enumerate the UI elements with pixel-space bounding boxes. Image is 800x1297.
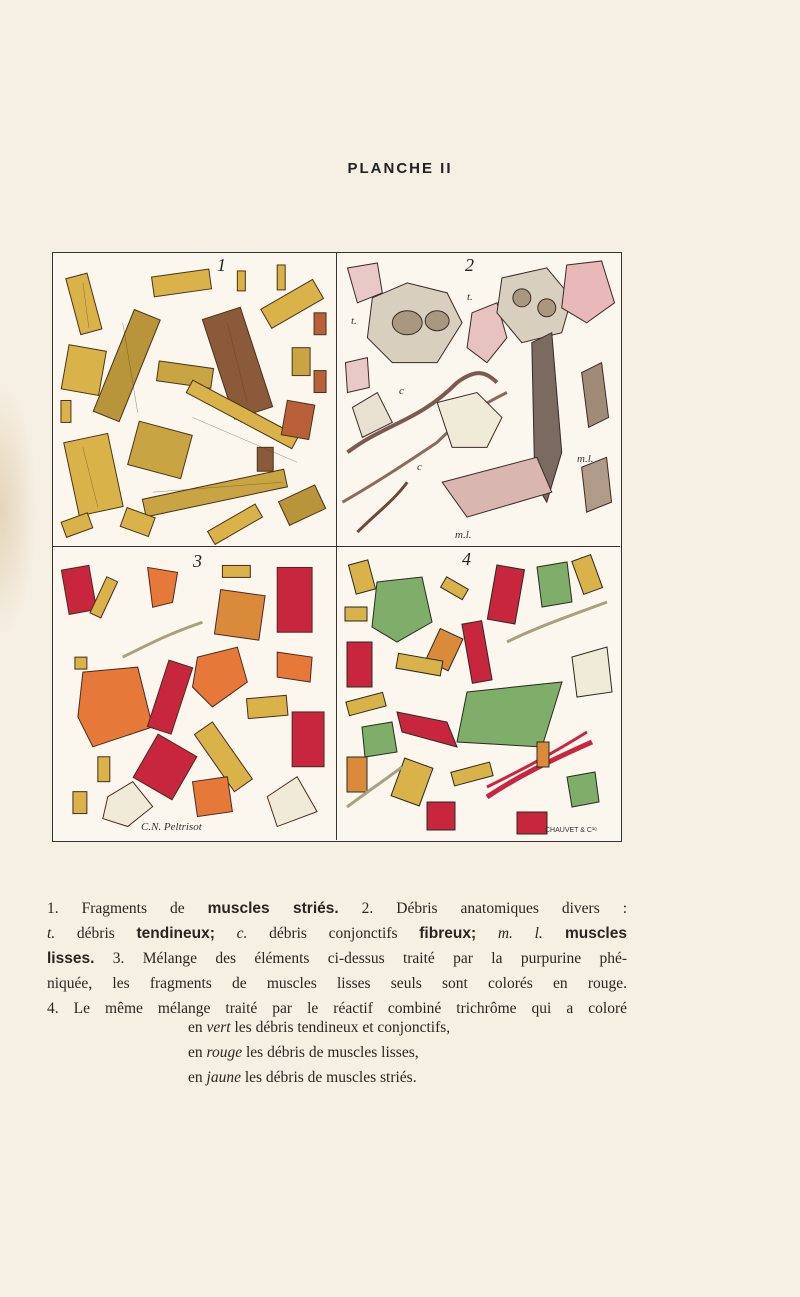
illustration-plate	[52, 252, 622, 842]
panel-4-number: 4	[462, 549, 471, 569]
caption-line-4: niquée, les fragments de muscles lisses seuls sont colorés en rouge.	[47, 975, 627, 992]
label-c-2: c	[417, 461, 422, 473]
label-t-1: t.	[467, 291, 473, 303]
caption-bold-term: tendineux;	[136, 925, 215, 942]
panel-2-number: 2	[465, 255, 474, 275]
caption-bold-term: muscles striés.	[207, 900, 339, 917]
caption-bold-term: muscles	[542, 925, 627, 942]
panel-4	[337, 547, 620, 840]
caption-text: 1. Fragments de	[47, 900, 208, 917]
caption-line-3	[47, 946, 627, 971]
legend-color-word: rouge	[206, 1044, 243, 1061]
panel-3	[53, 547, 337, 840]
legend-text: en	[188, 1069, 207, 1086]
label-c-1: c	[399, 385, 404, 397]
label-ml-2: m.l.	[455, 529, 472, 541]
caption-abbrev: m. l.	[476, 925, 543, 942]
legend-text: les débris de muscles striés.	[240, 1069, 417, 1086]
plate-title: PLANCHE II	[347, 160, 453, 177]
legend-text: les débris de muscles lisses,	[242, 1044, 419, 1061]
artist-signature: C.N. Peltrisot	[141, 821, 202, 833]
caption-abbrev: c.	[214, 925, 248, 942]
stain-legend	[188, 1015, 588, 1090]
legend-color-word: jaune	[206, 1069, 241, 1086]
legend-text: en	[188, 1044, 207, 1061]
label-ml-1: m.l.	[577, 453, 594, 465]
legend-item-yellow	[188, 1065, 588, 1090]
panel-3-illustration	[53, 547, 336, 840]
legend-item-green	[188, 1015, 588, 1040]
paper-stain	[0, 380, 38, 640]
plate-caption	[47, 896, 627, 1021]
caption-bold-term: fibreux;	[419, 925, 477, 942]
caption-text: 2. Débris anatomiques divers :	[338, 900, 627, 917]
panel-4-illustration	[337, 547, 620, 840]
caption-bold-term: lisses.	[47, 950, 95, 967]
legend-text: en	[188, 1019, 207, 1036]
panel-1	[53, 253, 337, 547]
caption-abbrev: t.	[47, 925, 56, 942]
panel-1-illustration	[53, 253, 336, 546]
legend-item-red	[188, 1040, 588, 1065]
label-t-2: t.	[351, 315, 357, 327]
caption-text: débris conjonctifs	[247, 925, 420, 942]
caption-line-1	[47, 896, 627, 921]
legend-text: les débris tendineux et conjonctifs,	[230, 1019, 451, 1036]
engraver-credit: CHAUVET & C¹ᵉ	[545, 827, 597, 834]
panel-2-illustration	[337, 253, 620, 546]
panel-1-number: 1	[217, 255, 226, 275]
panel-3-number: 3	[193, 551, 202, 571]
caption-line-5: 4. Le même mélange traité par le réactif combiné trichrôme qui a coloré	[47, 1000, 627, 1017]
caption-text: débris	[55, 925, 137, 942]
legend-color-word: vert	[206, 1019, 231, 1036]
caption-line-2	[47, 921, 627, 946]
caption-text: 3. Mélange des éléments ci-dessus traité par la purpurine phé-	[94, 950, 627, 967]
panel-2	[337, 253, 620, 547]
